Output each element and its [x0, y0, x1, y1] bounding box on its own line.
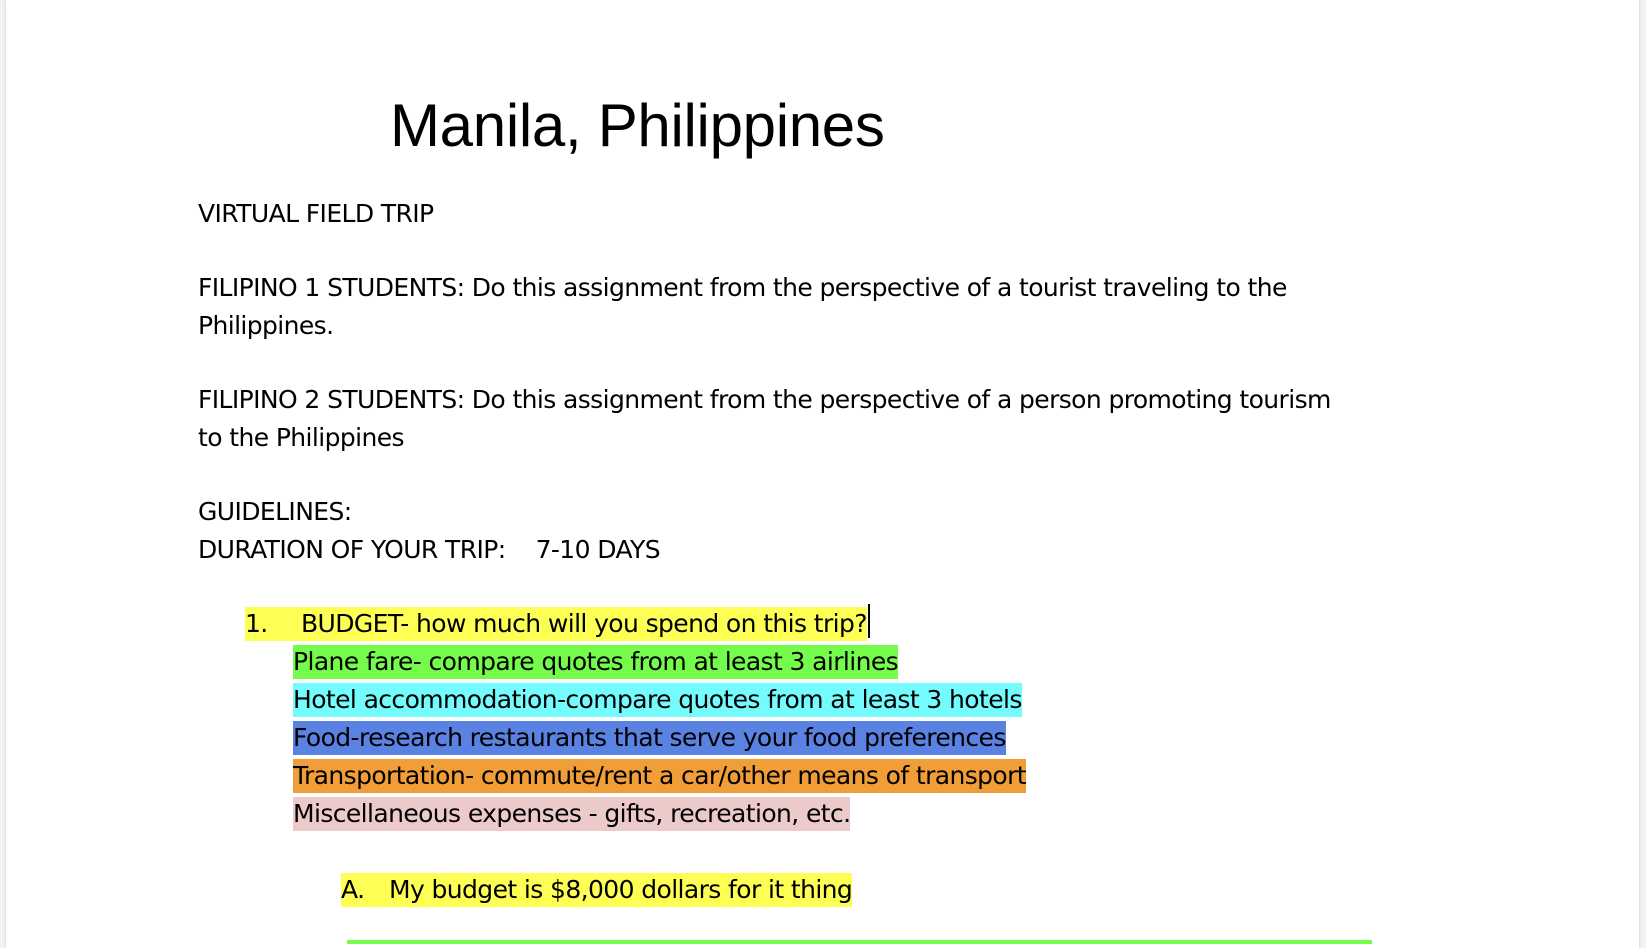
- document-title: Manila, Philippines: [390, 92, 885, 159]
- budget-highlight: [245, 607, 867, 641]
- budget-item-food: [293, 718, 1006, 757]
- miscellaneous-text: Miscellaneous expenses - gifts, recreation, etc.: [293, 797, 850, 831]
- next-line-highlight-edge: [347, 940, 1372, 944]
- document-page[interactable]: [6, 0, 1639, 948]
- hotel-text: Hotel accommodation-compare quotes from at least 3 hotels: [293, 683, 1022, 717]
- filipino2-paragraph-line2: to the Philippines: [198, 423, 404, 452]
- filipino1-paragraph-line1: FILIPINO 1 STUDENTS: Do this assignment from the perspective of a tourist traveling to the: [198, 273, 1287, 302]
- plane-fare-text: Plane fare- compare quotes from at least 3 airlines: [293, 645, 898, 679]
- budget-item-plane-fare: [293, 642, 898, 681]
- duration-value: 7-10 DAYS: [535, 535, 660, 564]
- list-item-budget: [245, 604, 870, 643]
- filipino1-paragraph-line2: Philippines.: [198, 311, 334, 340]
- guidelines-heading: GUIDELINES:: [198, 497, 352, 526]
- sub-item-letter: A.: [341, 875, 365, 904]
- subtitle-virtual-field-trip: VIRTUAL FIELD TRIP: [198, 199, 434, 228]
- food-text: Food-research restaurants that serve your food preferences: [293, 721, 1006, 755]
- list-item-text: BUDGET- how much will you spend on this trip?: [301, 609, 867, 638]
- sub-item-a-highlight: [341, 873, 852, 907]
- filipino2-paragraph-line1: FILIPINO 2 STUDENTS: Do this assignment from the perspective of a person promoting tourism: [198, 385, 1331, 414]
- duration-label: DURATION OF YOUR TRIP:: [198, 535, 506, 564]
- transportation-text: Transportation- commute/rent a car/other means of transport: [293, 759, 1026, 793]
- duration-line: [198, 530, 660, 569]
- sub-item-a-text: My budget is $8,000 dollars for it thing: [389, 875, 853, 904]
- sub-item-a: [341, 870, 852, 909]
- text-cursor: [868, 604, 870, 638]
- budget-item-transportation: [293, 756, 1026, 795]
- budget-item-miscellaneous: [293, 794, 850, 833]
- list-number: 1.: [245, 609, 268, 638]
- budget-item-hotel: [293, 680, 1022, 719]
